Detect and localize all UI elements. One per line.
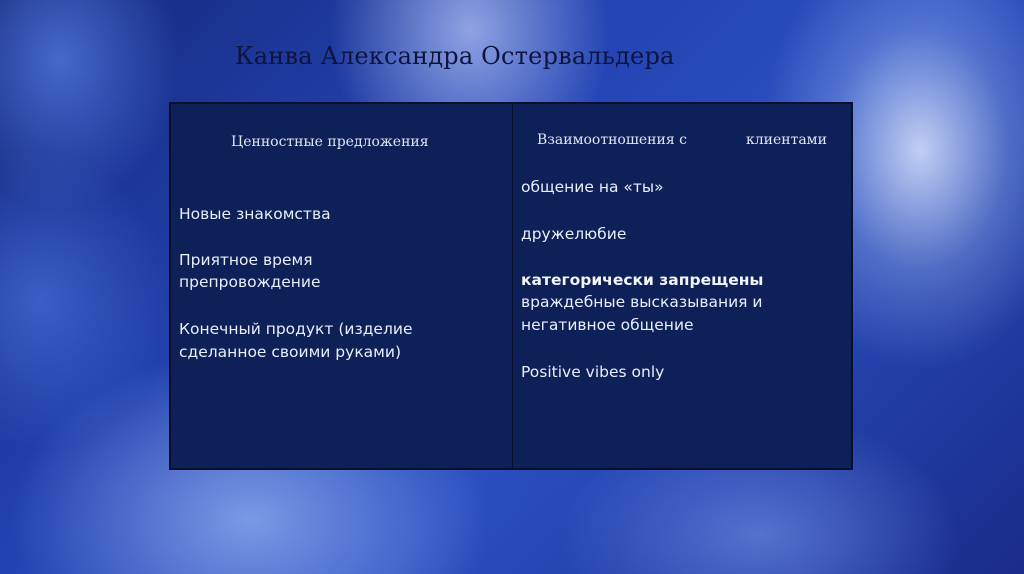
slide-title: Канва Александра Остервальдера xyxy=(235,42,675,70)
customer-relationships-heading-part2: клиентами xyxy=(746,132,827,148)
customer-relationships-column xyxy=(513,104,853,468)
canvas-table xyxy=(169,102,853,470)
relationship-item-forbidden-heading: категорически запрещены xyxy=(521,271,764,289)
value-item-new-acquaintances: Новые знакомства xyxy=(179,205,331,223)
value-item-pleasant-time-line1: Приятное время xyxy=(179,251,313,269)
value-propositions-heading: Ценностные предложения xyxy=(231,134,429,150)
relationship-item-friendliness: дружелюбие xyxy=(521,225,627,243)
relationship-item-forbidden-line2: негативное общение xyxy=(521,316,694,334)
relationship-item-positive-vibes: Positive vibes only xyxy=(521,363,665,381)
relationship-item-forbidden-line1: враждебные высказывания и xyxy=(521,293,763,311)
value-item-final-product-line1: Конечный продукт (изделие xyxy=(179,320,413,338)
relationship-item-informal: общение на «ты» xyxy=(521,178,664,196)
value-propositions-column xyxy=(171,104,512,468)
value-item-pleasant-time-line2: препровождение xyxy=(179,273,321,291)
customer-relationships-heading-part1: Взаимоотношения с xyxy=(537,132,687,148)
value-item-final-product-line2: сделанное своими руками) xyxy=(179,343,401,361)
